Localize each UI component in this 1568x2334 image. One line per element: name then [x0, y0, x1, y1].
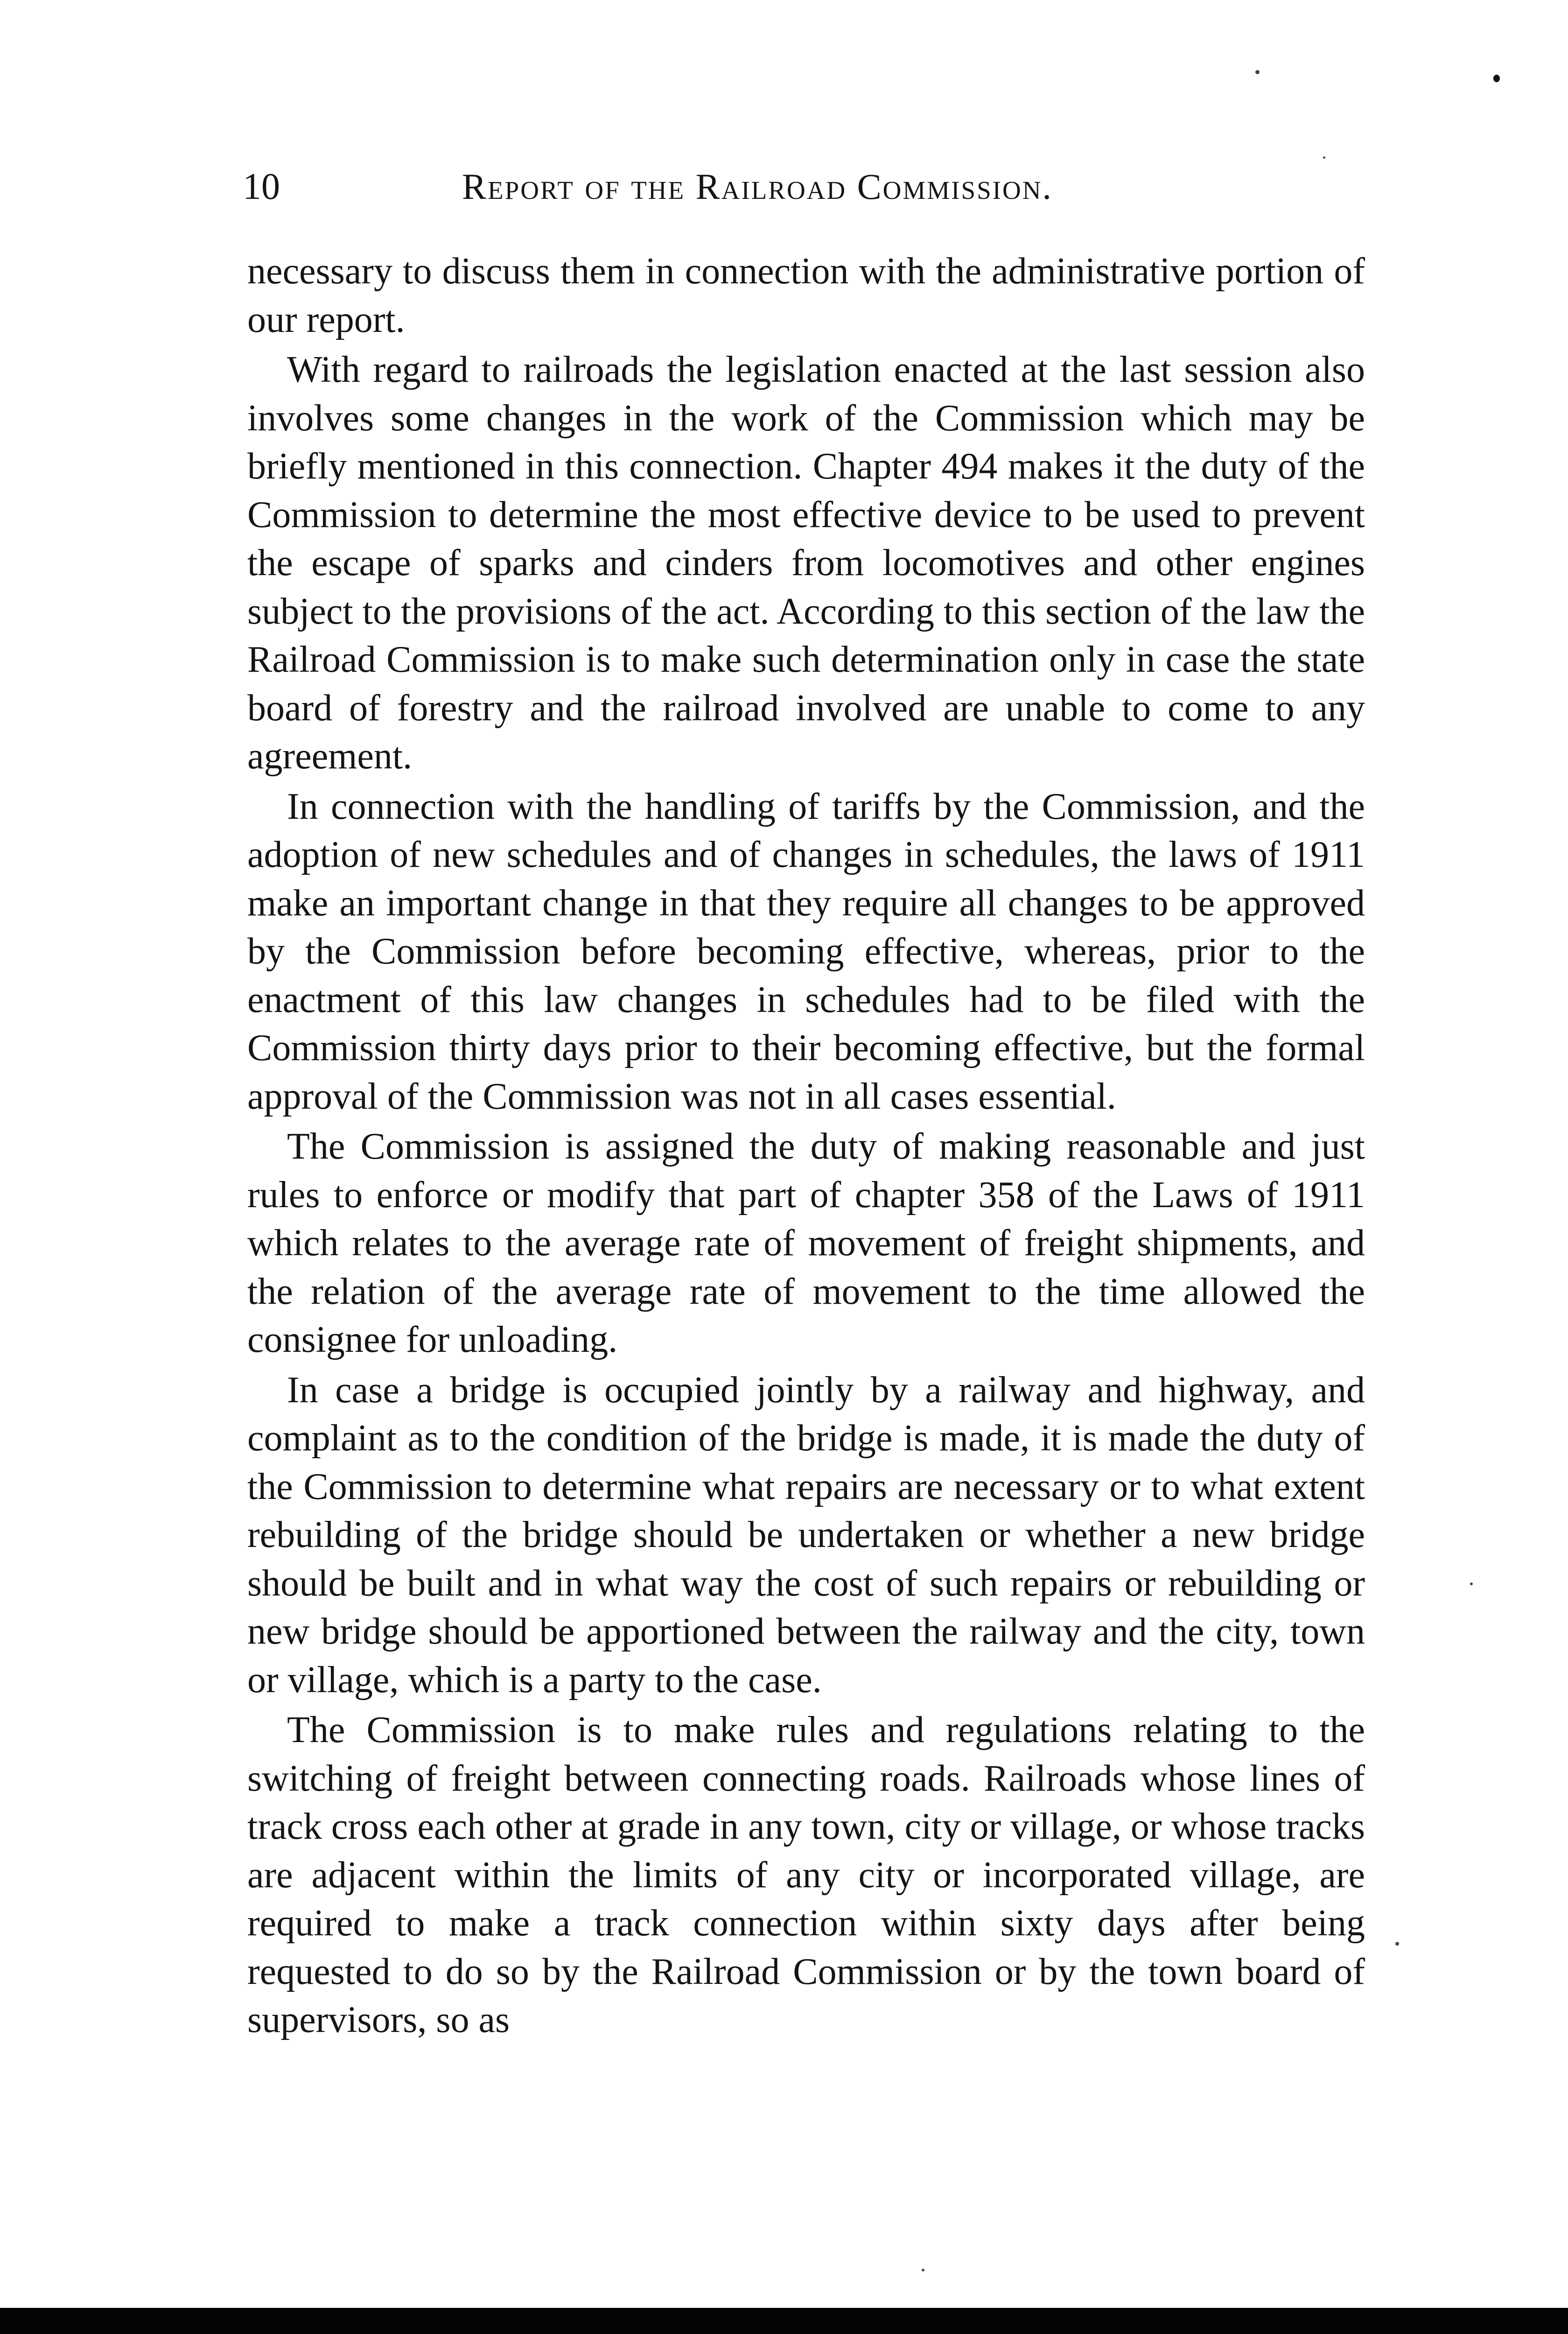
scan-speck [922, 2269, 924, 2271]
page-header [243, 159, 1372, 215]
page-number: 10 [243, 166, 280, 207]
scan-speck [1323, 156, 1325, 159]
body-text [247, 247, 1365, 2046]
scan-border [0, 2308, 1568, 2334]
scan-speck [1493, 75, 1500, 82]
paragraph-freight-rules: The Commission is assigned the duty of making reasonable and just rules to enforce or modify that part of chapter 358 of the Laws of 1911 which relates to the average rate of movement of freight shipments, and the relation of the average rate of movement to the time allowed the consignee for unloading. [247, 1126, 1365, 1360]
scan-speck [1470, 1582, 1473, 1585]
paragraph-tariffs: In connection with the handling of tariffs by the Commission, and the adoption of new schedules and of changes in schedules, the laws of 1911 make an important change in that they require all changes to be approved by the Commission before becoming effective, whereas, prior to the enactment of this law changes in schedules had to be filed with the Commission thirty days prior to their becoming effective, but the formal approval of the Commission was not in all cases essential. [247, 786, 1365, 1117]
scan-speck [1395, 1942, 1399, 1946]
paragraph-switching: The Commission is to make rules and regulations relating to the switching of freight between connecting roads. Railroads whose lines of track cross each other at grade in any town, city or village, or whose tracks are adjacent within the limits of any city or incorporated village, are required to make a track connection within sixty days after being requested to do so by the Railroad Commission or by the town board of supervisors, so as [247, 1709, 1365, 2040]
paragraph-bridges: In case a bridge is occupied jointly by a railway and highway, and complaint as to the condition of the bridge is made, it is made the duty of the Commission to determine what repairs are necessary or to what extent rebuilding of the bridge should be undertaken or whether a new bridge should be built and in what way the cost of such repairs or rebuilding or new bridge should be apportioned between the railway and the city, town or village, which is a party to the case. [247, 1369, 1365, 1701]
paragraph-railroad-legislation: With regard to railroads the legislation enacted at the last session also involves some changes in the work of the Commission which may be briefly mentioned in this connection. Chapter 494 makes it the duty of the Commission to determine the most effective device to be used to prevent the escape of sparks and cinders from locomotives and other engines subject to the provisions of the act. According to this section of the law the Railroad Commission is to make such determination only in case the state board of forestry and the railroad involved are unable to come to any agreement. [247, 349, 1365, 777]
scan-speck [1255, 70, 1260, 74]
paragraph-continuation: necessary to discuss them in connection with the administrative portion of our report. [247, 251, 1365, 340]
running-head: Report of the Railroad Commission. [462, 166, 1053, 207]
